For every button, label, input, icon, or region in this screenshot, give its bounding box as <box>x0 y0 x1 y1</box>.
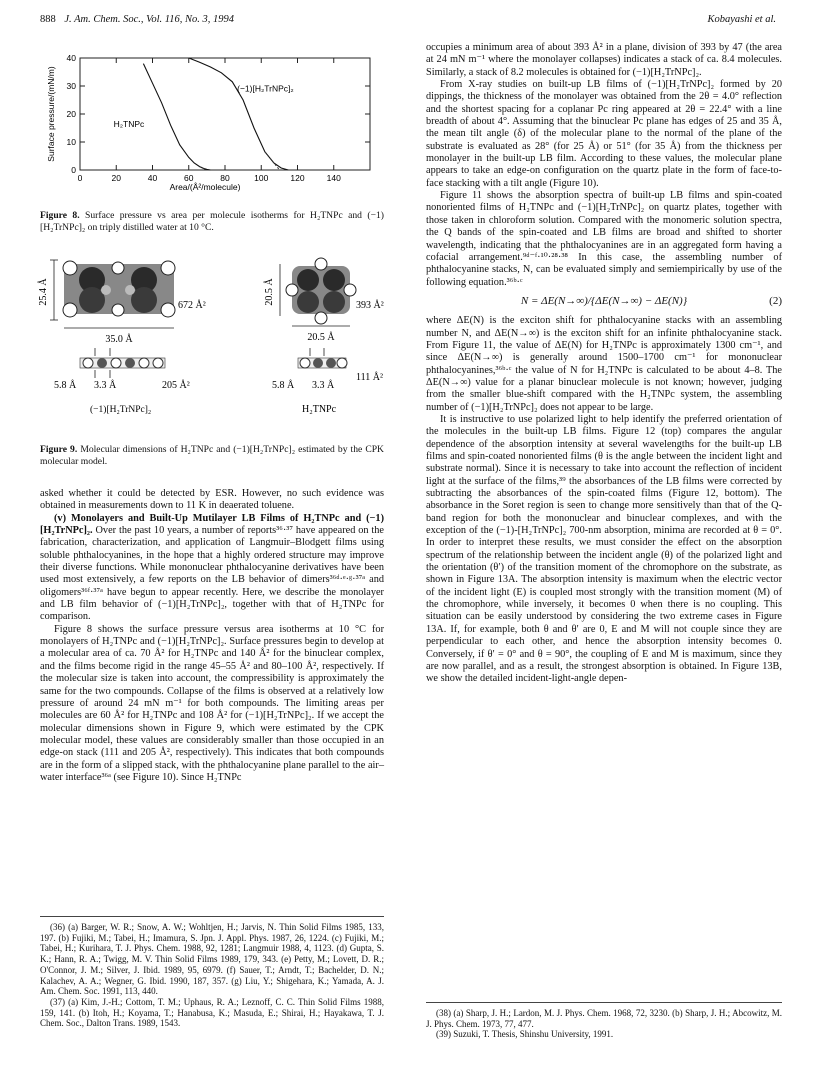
journal-citation: J. Am. Chem. Soc., Vol. 116, No. 3, 1994 <box>64 14 235 25</box>
binuclear-top-view <box>63 261 175 317</box>
x-tick-label: 80 <box>220 173 230 183</box>
x-axis-label: Area/(Å²/molecule) <box>169 182 241 192</box>
right-footnotes <box>426 1008 782 1040</box>
figure9-caption <box>40 444 384 467</box>
left-gap2-label: 3.3 Å <box>94 380 117 391</box>
y-tick-label: 0 <box>71 165 76 175</box>
left-width-label: 35.0 Å <box>105 334 133 345</box>
page-number: 888 <box>40 14 56 25</box>
mononuclear-side-view <box>298 358 347 368</box>
series-line-0 <box>143 64 210 170</box>
footnote-38: (38) (a) Sharp, J. H.; Lardon, M. J. Phys. Chem. 1968, 72, 3230. (b) Sharp, J. H.; Abcowitz, M. J. Phys. Chem. 1973, 77, 477. <box>426 1008 782 1029</box>
figure8-caption-text: Surface pressure vs area per molecule isotherms for H₂TNPc and (−1)[H₂TrNPc]₂ on triply distilled water at 10 °C. <box>40 210 384 233</box>
right-footnote-rule <box>426 1002 782 1003</box>
left-para-2-text: Over the past 10 years, a number of reports³⁶·³⁷ have appeared on the fabrication, characterization, and application of Langmuir–Blodgett films using soluble phthalocyanines, in the hope that a highly ordered structure may improve their diverse functions. While mononuclear phthalocyanine derivatives have been used most extensively, a few reports on the LB behavior of dimers³⁶ᵈ·ᵉ·ᵍ·³⁷ᵃ and oligomers³⁶ᶠ·³⁷ᵃ have begun to appear recently. Here, we describe the monolayer and LB film behavior of (−1)[H₂TrNPc]₂, together with that of H₂TNPc for comparison. <box>40 525 385 623</box>
left-footnote-rule <box>40 916 384 917</box>
left-gap1-label: 5.8 Å <box>54 380 77 391</box>
left-molecule-name: (−1)[H₂TrNPc]₂ <box>90 405 152 415</box>
y-tick-label: 30 <box>66 81 76 91</box>
right-para-2: From X-ray studies on built-up LB films of (−1)[H₂TrNPc]₂ formed by 20 dippings, the thickness of the monolayer was obtained from the 2θ = 4.0° reflection and the shortest spacing for a coplanar Pc ring appeared at 2θ = 22.4° with a line breadth of about 4°. Assuming that the binuclear Pc plane has edges of 25 and 35 Å, the mean tilt angle (δ) of the molecular plane to the normal of the plane of the substrate is evaluated as 28° (for 25 Å) or 51° (for 35 Å) from the thickness per monolayer in the built-up LB film. According to these values, the molecular plane appears to take an edge-on configuration on the quartz plate in the form of face-to-face stacking with a tilt angle (Figure 10). <box>426 79 782 189</box>
series-label-0: H₂TNPc <box>113 119 145 130</box>
right-para-4: where ΔE(N) is the exciton shift for phthalocyanine stacks with an assembling number N, and ΔE(N→∞) is the exciton shift for an infinite phthalocyanine stack. From Figure 11, the value of ΔE(N) for H₂TNPc is approximately 1300 cm⁻¹, and since ΔE(N→∞) is generally around 1500–1700 cm⁻¹ for mononuclear phthalocyanines,³⁶ᵇ·ᶜ the value of N for H₂TNPc is calculated to be about 4–8. The ΔE(N→∞) value for a planar binuclear molecule is not known; however, judging from the smaller blue-shift compared with the H₂TNPc system, the assembling number of (−1)[H₂TrNPc]₂ does not appear to be large. <box>426 315 782 413</box>
plot-frame <box>80 58 370 170</box>
right-width-label: 20.5 Å <box>307 332 335 343</box>
x-tick-label: 20 <box>111 173 121 183</box>
left-para-2 <box>40 513 384 624</box>
section-heading: (v) Monolayers and Built-Up Mutilayer LB Films of H₂TNPc and (−1)[H₂TrNPc]₂. <box>40 512 384 537</box>
left-para-1: asked whether it could be detected by ESR. However, no such evidence was obtained in measurements down to 11 K in deaerated toluene. <box>40 488 384 512</box>
figure8-caption-label: Figure 8. <box>40 210 80 221</box>
right-para-3: Figure 11 shows the absorption spectra of built-up LB films and spin-coated nonoriented films of H₂TNPc and (−1)[H₂TrNPc]₂ on quartz plates, together with those taken in chloroform solution. Compared with the monomeric solution spectra, the Q bands of the spin-coated and LB films are broad and shifted to shorter wavelength, indicating that the phthalocyanines are in an aggregated form having a cofacial arrangement.⁹ᵈ⁻ᶠ·¹⁰·²⁸·³⁸ In this case, the assembling number of phthalocyanine stacks, N, can be evaluated simply and semiempirically by use of the following equation.³⁶ᵇ·ᶜ <box>426 190 782 288</box>
right-area-top-label: 393 Å² <box>356 300 384 311</box>
left-footnotes <box>40 922 384 1029</box>
right-gap1-label: 5.8 Å <box>272 380 295 391</box>
right-para-1: occupies a minimum area of about 393 Å² in a plane, division of 393 by 47 (the area at 24 mN m⁻¹ where the monolayer collapses) indicates a stack of ca. 8.4 molecules. Similarly, a stack of 8.2 molecules is obtained for (−1)[H₂TrNPc]₂. <box>426 42 782 78</box>
footnote-39: (39) Suzuki, T. Thesis, Shinshu University, 1991. <box>436 1029 614 1040</box>
y-axis-label: Surface pressure/(mN/m) <box>46 66 56 162</box>
x-tick-label: 0 <box>77 173 83 183</box>
left-height-label: 25.4 Å <box>38 278 49 306</box>
series-line-1 <box>189 58 289 170</box>
figure9-caption-label: Figure 9. <box>40 444 78 455</box>
header-authors: Kobayashi et al. <box>707 14 776 25</box>
x-tick-label: 100 <box>254 173 269 183</box>
left-para-3: Figure 8 shows the surface pressure versus area isotherms at 10 °C for monolayers of H₂TNPc and (−1)[H₂TrNPc]₂. Surface pressures begin to develop at a molecular area of ca. 70 Å² for H₂TNPc and 140 Å² for the binuclear complex, and the films become rigid in the range 45–55 Å² and 80–100 Å², respectively. If the molecular size is taken into account, the compressibility is approximately the same for the two compounds. Collapse of the films is observed at a relatively low pressure of around 24 mN m⁻¹ for both compounds. The limiting areas per molecules are 60 Å² for H₂TNPc and 108 Å² for (−1)[H₂TrNPc]₂. If we accept the molecular dimensions shown in Figure 9, which were estimated by the CPK molecular model, these values are considerably smaller than those occupied in an edge-on stack (111 and 205 Å², respectively). This indicates that both compounds are in the form of a slipped stack, with the phthalocyanine plane parallel to the air–water interface³⁶ᵃ (see Figure 10). Since H₂TNPc <box>40 623 384 783</box>
right-height-label: 20.5 Å <box>264 278 275 306</box>
binuclear-side-view <box>80 358 165 368</box>
right-column-text <box>426 42 782 686</box>
left-area-top-label: 672 Å² <box>178 300 206 311</box>
right-para-5: It is instructive to use polarized light to help identify the preferred orientation of the molecules in the built-up LB films. Figure 12 (top) compares the angular dependence of the absorption intensity at several wavelengths for the built-up LB films and spin-coated nonoriented films (θ is the angle between the incident light and substrate normal). Since it is necessary to take into account the reflection of incident light at the surface of the films,³⁹ the absorbances of the LB films were corrected by subtracting the absorbances of the spin-coated films (Figure 12, bottom). The absorbance in the Soret region is seen to change more sensitively than that of the Q-band region for both the mononuclear and binuclear complexes, and with the exception of the (−1)-[H₂TrNPc]₂ 700-nm absorption, minima are recorded at θ = 0°. In order to interpret these results, we must consider the effect on the absorption spectrum of the relationship between the incident angle (θ) of the polarized light and the orientation (θ′) of the transition moment of the chromophore on the substrate, as shown in Figure 13A. The absorption intensity is maximum when the electric vector of the incident light (E) is coupled most strongly with the transition moment (M) of the chromophore, while inversely, it becomes 0 when there is no coupling. This situation can be easily understood by considering the two extreme cases in Figure 13A. If, for example, both θ and θ′ are 0, E and M will not couple since they are perpendicular to each other, and hence the absorption intensity becomes 0. Conversely, if θ′ = 0° and θ = 90°, the coupling of E and M is maximum, since they are now parallel, and as a result, the strongest absorption is obtained. In Figure 13B, we show the detailed incident-light-angle depen- <box>426 413 782 685</box>
right-molecule-name: H₂TNPc <box>302 404 337 415</box>
y-tick-label: 40 <box>66 53 76 63</box>
figure8-caption <box>40 210 384 233</box>
y-tick-label: 20 <box>66 109 76 119</box>
figure9-caption-text: Molecular dimensions of H₂TNPc and (−1)[H₂TrNPc]₂ estimated by the CPK molecular model. <box>40 444 384 467</box>
left-column-text <box>40 488 384 784</box>
mononuclear-top-view <box>286 258 356 324</box>
x-tick-label: 60 <box>184 173 194 183</box>
equation-text: N = ΔE(N→∞)/{ΔE(N→∞) − ΔE(N)} <box>520 294 688 307</box>
running-header <box>40 14 234 25</box>
equation-number: (2) <box>769 294 782 307</box>
footnote-37: (37) (a) Kim, J.-H.; Cottom, T. M.; Uphaus, R. A.; Leznoff, C. C. Thin Solid Films 1988, 159, 141. (b) Itoh, H.; Koyama, T.; Hanabusa, K.; Masuda, E.; Shirai, H.; Hayakawa, T. J. Chem. Soc., Dalton Trans. 1989, 1543. <box>40 996 384 1029</box>
x-tick-label: 120 <box>290 173 305 183</box>
y-tick-label: 10 <box>66 137 76 147</box>
x-tick-label: 140 <box>326 173 341 183</box>
figure8-chart <box>40 50 380 200</box>
series-label-1: (−1)[H₂TrNPc]₂ <box>237 83 294 94</box>
right-gap2-label: 3.3 Å <box>312 380 335 391</box>
left-area-bottom-label: 205 Å² <box>162 380 190 391</box>
figure9-diagram <box>40 250 400 420</box>
right-area-bottom-label: 111 Å² <box>356 372 383 383</box>
x-tick-label: 40 <box>147 173 158 183</box>
footnote-36: (36) (a) Barger, W. R.; Snow, A. W.; Wohltjen, H.; Jarvis, N. Thin Solid Films 1985, 133, 197. (b) Fujiki, M.; Tabei, H.; Imamura, S. Jpn. J. Appl. Phys. 1987, 26, 1224. (c) Fujiki, M.; Tabei, H.; Kurihara, T. J. Phys. Chem. 1988, 92, 1281; Langmuir 1988, 4, 1123. (d) Gupta, S. K.; Hann, R. A.; Twigg, M. V. Thin Solid Films 1989, 179, 343. (e) Petty, M.; Lovett, D. R.; O'Connor, J. M.; Silver, J. Ibid. 1989, 95, 6979. (f) Sauer, T.; Arndt, T.; Bachelder, D. N.; Kalachev, A. A.; Wegner, G. Ibid. 1990, 187, 357. (g) Liu, Y.; Shigehara, K.; Yamada, A. J. Am. Chem. Soc. 1991, 113, 440. <box>40 922 384 997</box>
equation-2 <box>426 295 782 307</box>
